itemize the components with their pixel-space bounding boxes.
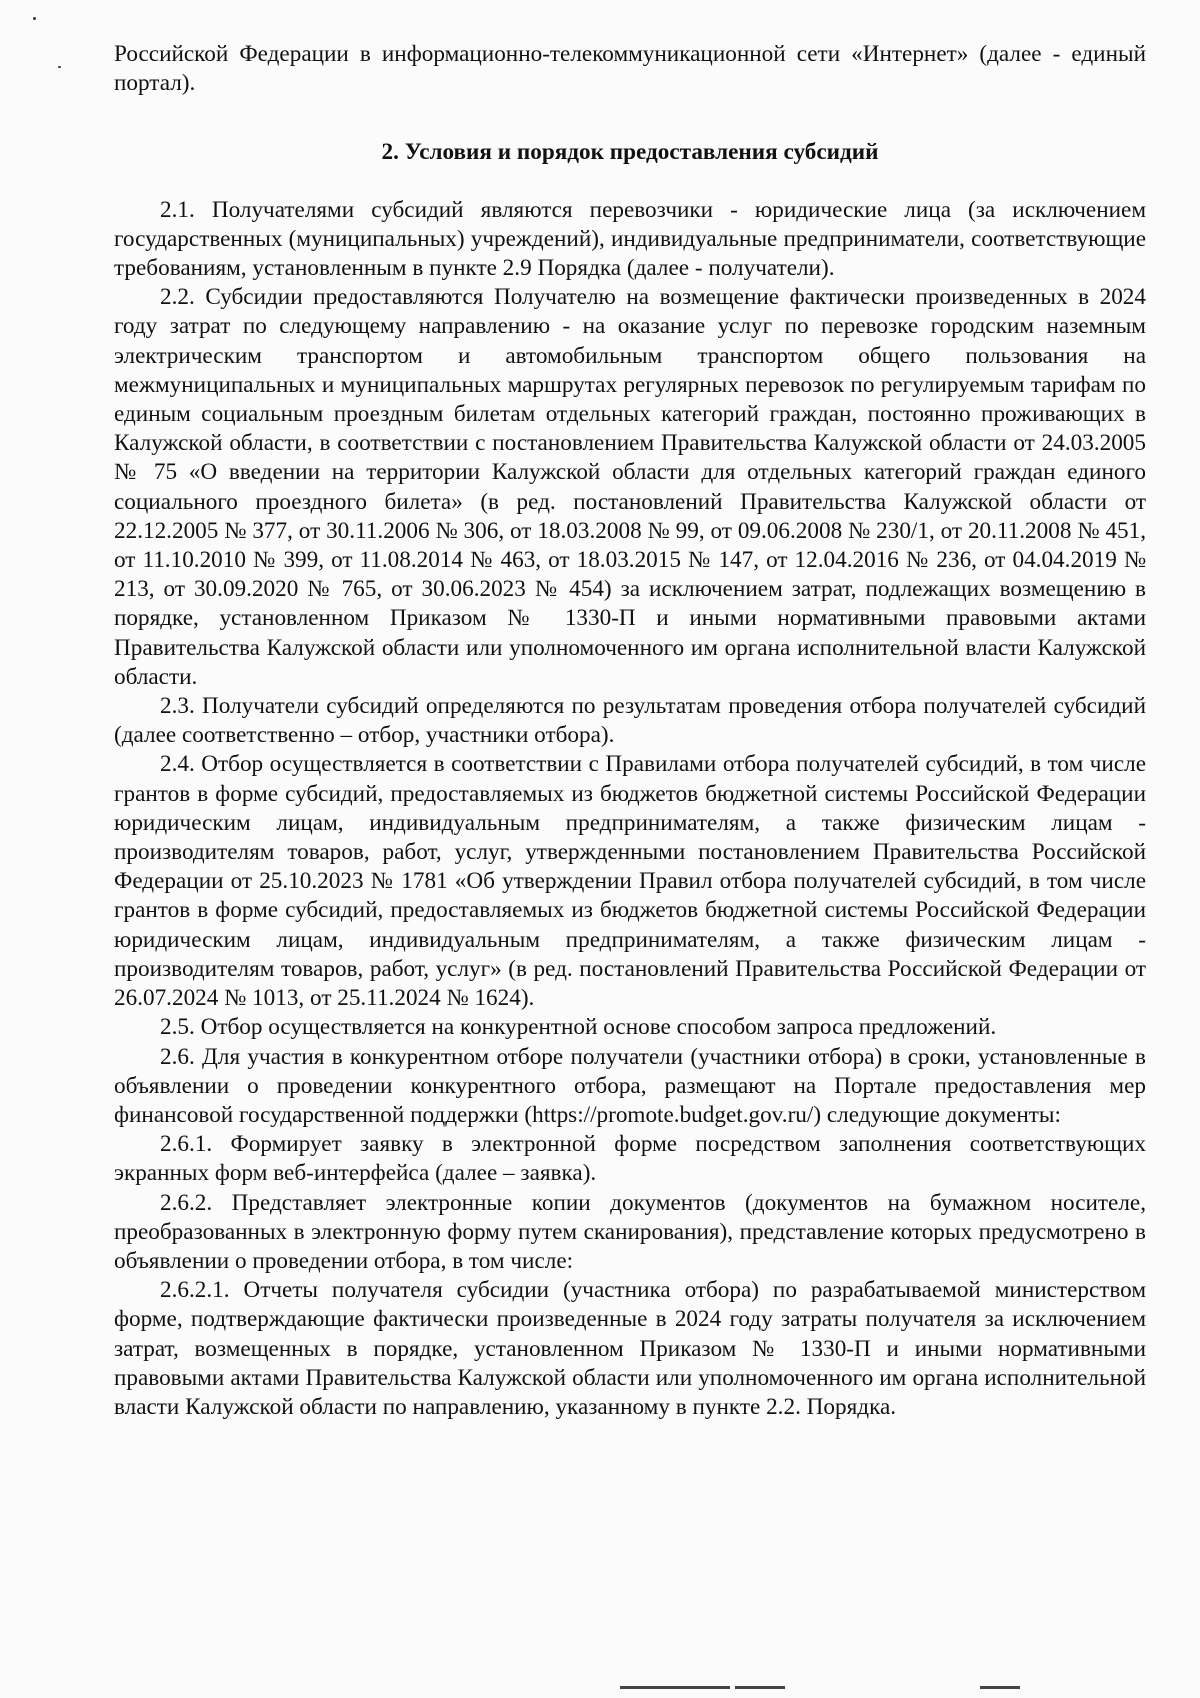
scan-edge-mark (620, 1686, 730, 1689)
paragraph-2-6-1: 2.6.1. Формирует заявку в электронной форме посредством заполнения соответствующих экранных форм веб-интерфейса (далее – заявка). (114, 1131, 1146, 1187)
paragraph-2-5: 2.5. Отбор осуществляется на конкурентной основе способом запроса предложений. (160, 1014, 997, 1041)
paragraph-2-2: 2.2. Субсидии предоставляются Получателю на возмещение фактически произведенных в 2024 году затрат по следующему направлению - на оказание услуг по перевозке городским наземным электрическим транспортом и автомобильным транспортом общего пользования на межмуниципальных и муниципальных маршрутах регулярных перевозок по регулируемым тарифам по единым социальным проездным билетам отдельных категорий граждан, постоянно проживающих в Калужской области, в соответствии с постановлением Правительства Калужской области от 24.03.2005 № 75 «О введении на территории Калужской области для отдельных категорий граждан единого социального проездного билета» (в ред. постановлений Правительства Калужской области от 22.12.2005 № 377, от 30.11.2006 № 306, от 18.03.2008 № 99, от 09.06.2008 № 230/1, от 20.11.2008 № 451, от 11.10.2010 № 399, от 11.08.2014 № 463, от 18.03.2015 № 147, от 12.04.2016 № 236, от 04.04.2019 № 213, от 30.09.2020 № 765, от 30.06.2023 № 454) за исключением затрат, подлежащих возмещению в порядке, установленном Приказом № 1330-П и иными нормативными правовыми актами Правительства Калужской области или уполномоченного им органа исполнительной власти Калужской области. (114, 284, 1146, 690)
paragraph-2-3: 2.3. Получатели субсидий определяются по результатам проведения отбора получателей субсидий (далее соответственно – отбор, участники отбора). (114, 693, 1146, 749)
paragraph-2-6-2-1: 2.6.2.1. Отчеты получателя субсидии (участника отбора) по разрабатываемой министерством форме, подтверждающие фактически произведенные в 2024 году затраты получателя за исключением затрат, возмещенных в порядке, установленном Приказом № 1330-П и иными нормативными правовыми актами Правительства Калужской области или уполномоченного им органа исполнительной власти Калужской области по направлению, указанному в пункте 2.2. Порядка. (114, 1277, 1146, 1420)
paragraph-2-1: 2.1. Получателями субсидий являются перевозчики - юридические лица (за исключением государственных (муниципальных) учреждений), индивидуальные предприниматели, соответствующие требованиям, установленным в пункте 2.9 Порядка (далее - получатели). (114, 196, 1146, 282)
scan-speck (58, 66, 61, 68)
scan-speck (33, 17, 36, 20)
section-title: 2. Условия и порядок предоставления субсидий (381, 139, 879, 166)
document-page (114, 40, 1146, 1422)
scan-edge-mark (980, 1686, 1020, 1689)
intro-text: Российской Федерации в информационно-телекоммуникационной сети «Интернет» (далее - единый портал). (114, 41, 1146, 97)
scan-edge-mark (735, 1686, 785, 1689)
paragraph-2-6-2: 2.6.2. Представляет электронные копии документов (документов на бумажном носителе, преобразованных в электронную форму путем сканирования), представление которых предусмотрено в объявлении о проведении отбора, в том числе: (114, 1189, 1146, 1274)
paragraph-2-6: 2.6. Для участия в конкурентном отборе получатели (участники отбора) в сроки, установленные в объявлении о проведении конкурентного отбора, размещают на Портале предоставления мер финансовой государственной поддержки (https://promote.budget.gov.ru/) следующие документы: (114, 1043, 1146, 1128)
paragraph-2-4: 2.4. Отбор осуществляется в соответствии с Правилами отбора получателей субсидий, в том числе грантов в форме субсидий, предоставляемых из бюджетов бюджетной системы Российской Федерации юридическим лицам, индивидуальным предпринимателям, а также физическим лицам - производителям товаров, работ, услуг, утвержденными постановлением Правительства Российской Федерации от 25.10.2023 № 1781 «Об утверждении Правил отбора получателей субсидий, в том числе грантов в форме субсидий, предоставляемых из бюджетов бюджетной системы Российской Федерации юридическим лицам, индивидуальным предпринимателям, а также физическим лицам - производителям товаров, работ, услуг» (в ред. постановлений Правительства Российской Федерации от 26.07.2024 № 1013, от 25.11.2024 № 1624). (114, 751, 1146, 1012)
